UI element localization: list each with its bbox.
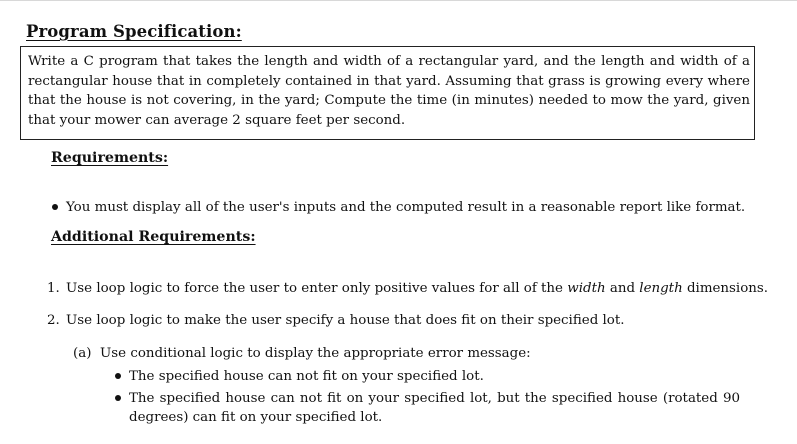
error-message-line: degrees) can fit on your specified lot.: [129, 410, 383, 425]
spec-line: rectangular house that in completely contained in that yard. Assuming that grass is growing every where: [28, 73, 750, 89]
sub-item: [73, 344, 531, 363]
requirement-bullet: [52, 198, 745, 217]
error-message-bullet: [115, 389, 740, 427]
item-number: 2.: [47, 313, 60, 328]
numbered-item: [47, 279, 768, 298]
error-message-text: The specified house can not fit on your specified lot.: [129, 369, 484, 384]
sub-item-text: Use conditional logic to display the appropriate error message:: [100, 346, 531, 361]
spec-line: that your mower can average 2 square feet per second.: [28, 112, 406, 128]
error-message-line: [115, 389, 740, 408]
additional-requirements-heading: Additional Requirements:: [51, 229, 256, 245]
item-text: Use loop logic to make the user specify a house that does fit on their specified lot.: [66, 313, 625, 328]
requirements-heading: Requirements:: [51, 150, 169, 166]
bullet-icon: [115, 373, 121, 379]
numbered-item: [47, 311, 625, 330]
error-message-bullet: [115, 367, 484, 386]
page-title: Program Specification:: [26, 22, 242, 41]
top-divider: [0, 0, 797, 1]
item-number: 1.: [47, 281, 60, 296]
item-text-emphasis: width: [567, 281, 606, 296]
item-text-part: and: [605, 281, 640, 296]
specification-box: [20, 46, 755, 140]
bullet-icon: [52, 204, 58, 210]
item-text-part: Use loop logic to force the user to enter only positive values for all of the: [66, 281, 568, 296]
requirement-text: You must display all of the user's inputs and the computed result in a reasonable report like format.: [66, 200, 746, 215]
spec-line: Write a C program that takes the length and width of a rectangular yard, and the length and width of a: [28, 54, 750, 69]
item-text-part: dimensions.: [682, 281, 769, 296]
bullet-icon: [115, 395, 121, 401]
spec-line: that the house is not covering, in the yard; Compute the time (in minutes) needed to mow the yard, given: [28, 93, 750, 108]
specification-text: [28, 52, 750, 130]
item-text-emphasis: length: [639, 281, 683, 296]
error-message-text: The specified house can not fit on your specified lot, but the specified house (rotated 90: [129, 391, 740, 406]
sub-item-label: (a): [73, 346, 92, 361]
